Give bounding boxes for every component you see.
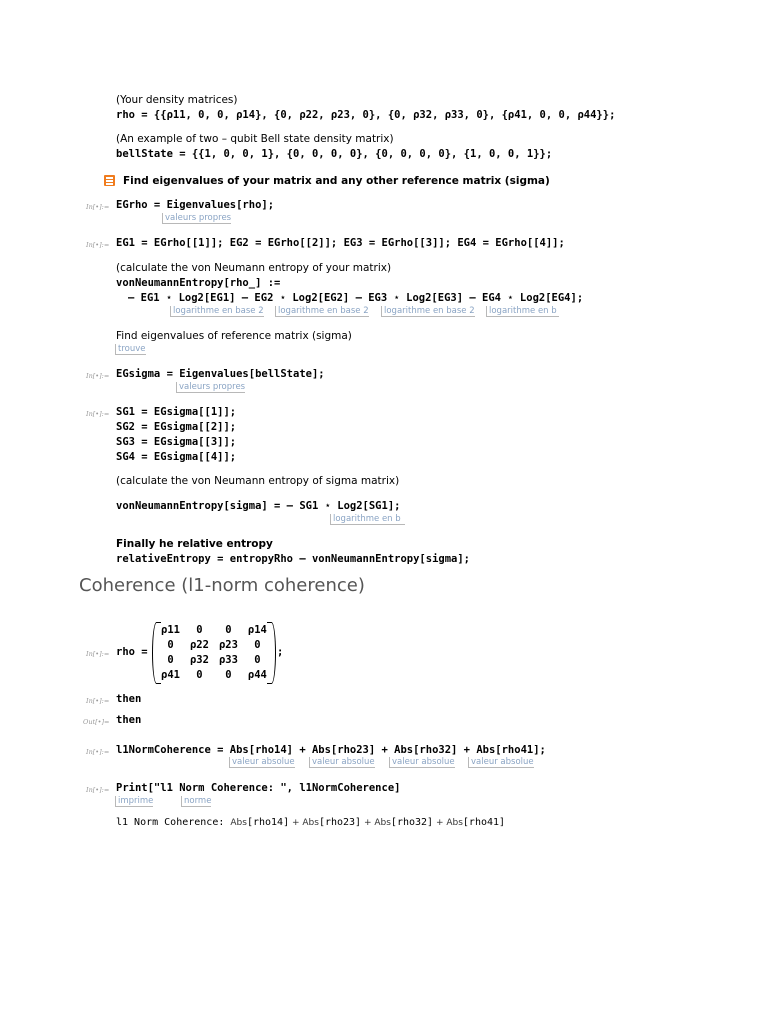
hint-abs-1: valeur absolue bbox=[229, 757, 295, 768]
hint-log2: logarithme en b bbox=[330, 514, 405, 525]
hint-log2-3: logarithme en base 2 bbox=[381, 306, 475, 317]
matrix-row bbox=[156, 667, 272, 682]
code-then-in[interactable]: then bbox=[116, 693, 142, 705]
print-plus: + bbox=[289, 818, 303, 828]
matrix-cell: ρ32 bbox=[189, 653, 209, 666]
code-vn-sigma[interactable]: vonNeumannEntropy[sigma] = – SG1 ⋆ Log2[SG1]; bbox=[116, 500, 401, 512]
in-label: In[•]:= bbox=[86, 697, 110, 705]
code-print[interactable]: Print["l1 Norm Coherence: ", l1NormCoherence] bbox=[116, 782, 401, 794]
matrix-rho[interactable] bbox=[152, 622, 276, 682]
in-label: In[•]:= bbox=[86, 410, 110, 418]
print-arg: [rho23] bbox=[318, 817, 362, 828]
hint-log2-2: logarithme en base 2 bbox=[275, 306, 369, 317]
print-output bbox=[116, 816, 505, 830]
right-paren bbox=[267, 622, 276, 684]
matrix-cell: ρ23 bbox=[218, 638, 238, 651]
hint-trouve: trouve bbox=[115, 344, 146, 355]
code-rel-def[interactable]: relativeEntropy = entropyRho – vonNeumannEntropy[sigma]; bbox=[116, 553, 471, 565]
code-egrho[interactable]: EGrho = Eigenvalues[rho]; bbox=[116, 199, 275, 211]
code-rho-def[interactable]: rho = {{ρ11, 0, 0, ρ14}, {0, ρ22, ρ23, 0}, {0, ρ32, ρ33, 0}, {ρ41, 0, 0, ρ44}}; bbox=[116, 109, 616, 121]
matrix-cell: ρ33 bbox=[218, 653, 238, 666]
out-label: Out[•]= bbox=[83, 718, 110, 726]
matrix-cell: 0 bbox=[196, 623, 203, 636]
in-label: In[•]:= bbox=[86, 748, 110, 756]
hint-abs-3: valeur absolue bbox=[389, 757, 455, 768]
section-title: Find eigenvalues of your matrix and any other reference matrix (sigma) bbox=[123, 175, 550, 187]
matrix-cell: 0 bbox=[225, 623, 232, 636]
code-semicolon: ; bbox=[277, 646, 284, 658]
code-l1-def[interactable]: l1NormCoherence = Abs[rho14] + Abs[rho23] + Abs[rho32] + Abs[rho41]; bbox=[116, 744, 546, 756]
in-label: In[•]:= bbox=[86, 372, 110, 380]
code-sg1[interactable]: SG1 = EGsigma[[1]]; bbox=[116, 406, 237, 418]
matrix-cell: ρ44 bbox=[247, 668, 267, 681]
matrix-cell: 0 bbox=[254, 638, 261, 651]
hint-norme: norme bbox=[181, 796, 211, 807]
code-vn-def1[interactable]: vonNeumannEntropy[rho_] := bbox=[116, 277, 281, 289]
matrix-table bbox=[156, 622, 272, 682]
comment-density: (Your density matrices) bbox=[116, 94, 238, 106]
code-sg2[interactable]: SG2 = EGsigma[[2]]; bbox=[116, 421, 237, 433]
hint-abs-4: valeur absolue bbox=[468, 757, 534, 768]
code-sg3[interactable]: SG3 = EGsigma[[3]]; bbox=[116, 436, 237, 448]
matrix-cell: 0 bbox=[167, 638, 174, 651]
matrix-cell: ρ41 bbox=[161, 668, 180, 681]
print-arg: [rho14] bbox=[246, 817, 290, 828]
matrix-cell: 0 bbox=[225, 668, 232, 681]
matrix-cell: ρ11 bbox=[161, 623, 180, 636]
text-find-ref: Find eigenvalues of reference matrix (sigma) bbox=[116, 330, 352, 342]
print-abs: Abs bbox=[374, 818, 391, 828]
matrix-cell: 0 bbox=[167, 653, 174, 666]
text-rel-comment: Finally he relative entropy bbox=[116, 538, 273, 550]
print-output-prefix: l1 Norm Coherence: bbox=[116, 817, 231, 828]
in-label: In[•]:= bbox=[86, 241, 110, 249]
section-icon[interactable] bbox=[104, 175, 115, 186]
output-then: then bbox=[116, 714, 142, 726]
print-arg: [rho32] bbox=[390, 817, 434, 828]
hint-abs-2: valeur absolue bbox=[309, 757, 375, 768]
hint-log2-4: logarithme en b bbox=[486, 306, 559, 317]
matrix-cell: 0 bbox=[254, 653, 261, 666]
matrix-row bbox=[156, 622, 272, 637]
print-abs: Abs bbox=[446, 818, 463, 828]
hint-log2-1: logarithme en base 2 bbox=[170, 306, 264, 317]
print-arg: [rho41] bbox=[462, 817, 506, 828]
in-label: In[•]:= bbox=[86, 786, 110, 794]
hint-valeurs-propres: valeurs propres bbox=[162, 213, 231, 224]
code-eg-assign[interactable]: EG1 = EGrho[[1]]; EG2 = EGrho[[2]]; EG3 = EGrho[[3]]; EG4 = EGrho[[4]]; bbox=[116, 237, 565, 249]
comment-bell: (An example of two – qubit Bell state density matrix) bbox=[116, 133, 394, 145]
print-plus: + bbox=[433, 818, 447, 828]
in-label: In[•]:= bbox=[86, 203, 110, 211]
matrix-row bbox=[156, 637, 272, 652]
print-plus: + bbox=[361, 818, 375, 828]
comment-vn-sigma: (calculate the von Neumann entropy of sigma matrix) bbox=[116, 475, 400, 487]
matrix-cell: 0 bbox=[196, 668, 203, 681]
code-bell-def[interactable]: bellState = {{1, 0, 0, 1}, {0, 0, 0, 0}, {0, 0, 0, 0}, {1, 0, 0, 1}}; bbox=[116, 148, 553, 160]
section-heading-coherence: Coherence (l1-norm coherence) bbox=[79, 575, 365, 596]
hint-valeurs-propres: valeurs propres bbox=[176, 382, 245, 393]
print-abs: Abs bbox=[302, 818, 319, 828]
code-sg4[interactable]: SG4 = EGsigma[[4]]; bbox=[116, 451, 237, 463]
matrix-cell: ρ22 bbox=[189, 638, 209, 651]
matrix-row bbox=[156, 652, 272, 667]
matrix-cell: ρ14 bbox=[247, 623, 267, 636]
hint-imprime: imprime bbox=[115, 796, 153, 807]
comment-vn: (calculate the von Neumann entropy of your matrix) bbox=[116, 262, 392, 274]
code-rho-eq[interactable]: rho = bbox=[116, 646, 148, 658]
code-vn-def2[interactable]: – EG1 ⋆ Log2[EG1] – EG2 ⋆ Log2[EG2] – EG3 ⋆ Log2[EG3] – EG4 ⋆ Log2[EG4]; bbox=[128, 292, 584, 304]
code-egsigma[interactable]: EGsigma = Eigenvalues[bellState]; bbox=[116, 368, 325, 380]
in-label: In[•]:= bbox=[86, 650, 110, 658]
print-abs: Abs bbox=[230, 818, 247, 828]
